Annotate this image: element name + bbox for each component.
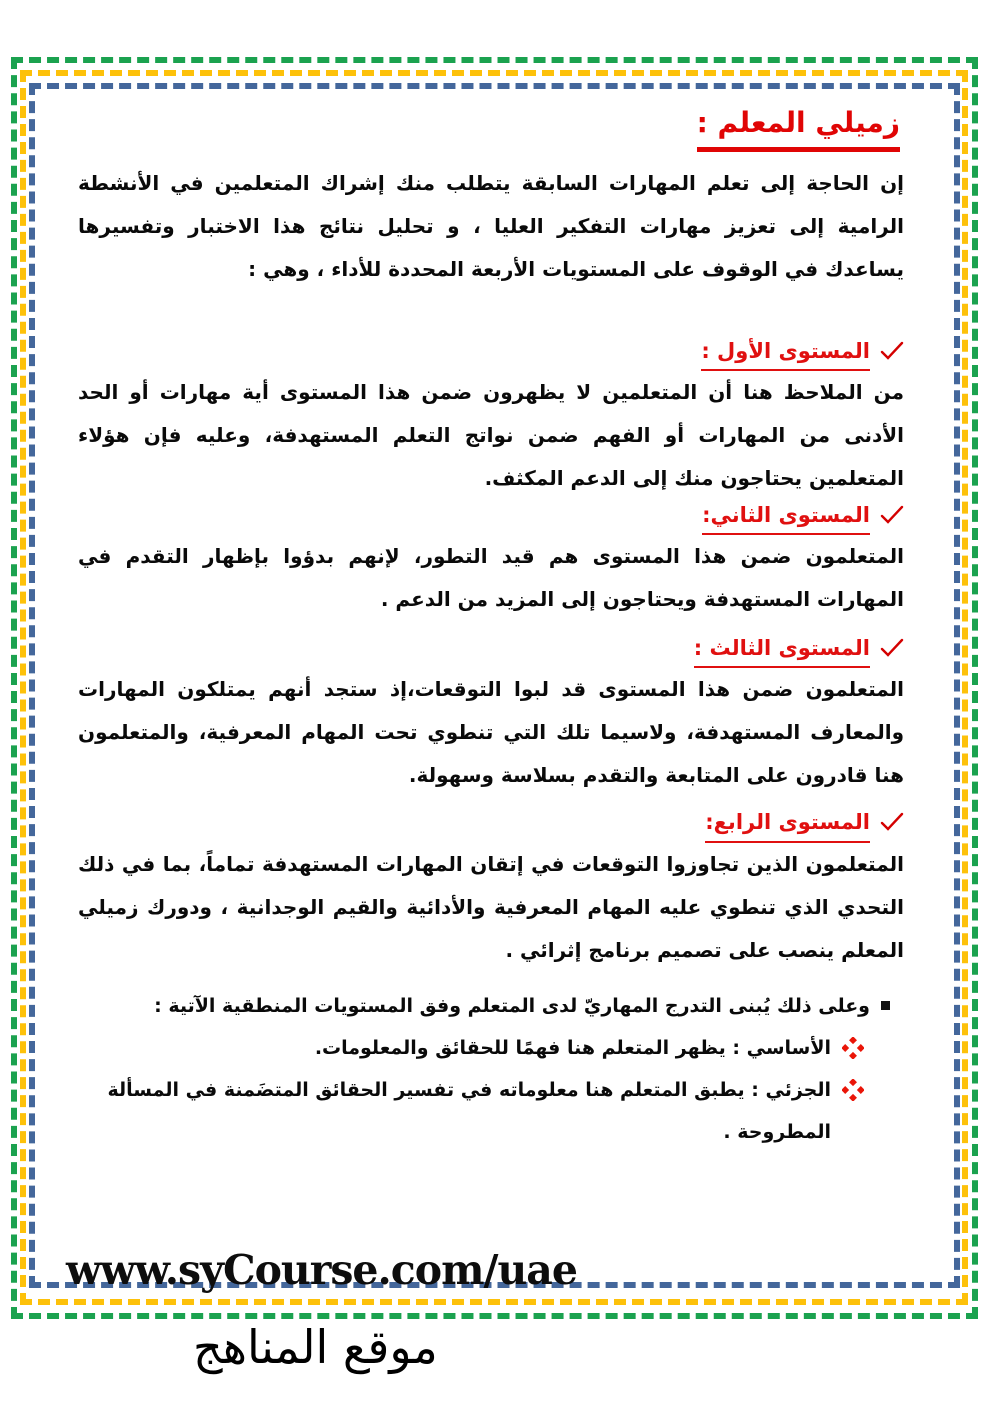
diamond-bullet-icon xyxy=(842,1079,864,1101)
level-1-heading-row xyxy=(78,338,904,371)
note-item-text: الأساسي : يظهر المتعلم هنا فهمًا للحقائق والمعلومات. xyxy=(314,1036,831,1059)
level-4-heading-row xyxy=(78,809,904,842)
level-1-paragraph: من الملاحظ هنا أن المتعلمين لا يظهرون ضمن هذا المستوى أية مهارات أو الحد الأدنى من المهارات أو الفهم ضمن نواتج التعلم المستهدفة، وعليه فإن هؤلاء المتعلمين يحتاجون منك إلى الدعم المكثف. xyxy=(78,379,904,490)
note-item-row xyxy=(78,1027,904,1069)
check-icon xyxy=(880,812,904,832)
level-3-heading-row xyxy=(78,635,904,668)
check-icon xyxy=(880,341,904,361)
notes-section xyxy=(78,985,904,1153)
level-2-heading-row xyxy=(78,502,904,535)
check-icon xyxy=(880,638,904,658)
level-3-paragraph: المتعلمون ضمن هذا المستوى قد لبوا التوقعات،إذ ستجد أنهم يمتلكون المهارات والمعارف المستهدفة، ولاسيما تلك التي تنطوي تحت المهام المعرفية، والمتعلمون هنا قادرون على المتابعة والتقدم بسلاسة وسهولة. xyxy=(78,677,904,788)
notes-lead-text: وعلى ذلك يُبنى التدرج المهاريّ لدى المتعلم وفق المستويات المنطقية الآتية : xyxy=(154,994,870,1017)
notes-lead-row xyxy=(78,985,904,1027)
note-item-row xyxy=(78,1069,904,1153)
title-row xyxy=(78,106,900,152)
square-bullet-icon xyxy=(881,1001,890,1010)
level-4-section xyxy=(78,809,904,971)
level-4-paragraph: المتعلمون الذين تجاوزوا التوقعات في إتقان المهارات المستهدفة تماماً، بما في ذلك التحدي الذي تنطوي عليه المهام المعرفية والأدائية والقيم الوجدانية ، ودورك زميلي المعلم ينصب على تصميم برنامج إثرائي . xyxy=(78,851,904,962)
level-1-section xyxy=(78,338,904,500)
check-icon xyxy=(880,505,904,525)
level-2-section xyxy=(78,502,904,621)
level-2-heading: المستوى الثاني: xyxy=(702,502,870,535)
level-3-heading: المستوى الثالث : xyxy=(694,635,870,668)
intro-paragraph: إن الحاجة إلى تعلم المهارات السابقة يتطلب منك إشراك المتعلمين في الأنشطة الرامية إلى تعزيز مهارات التفكير العليا ، و تحليل نتائج هذا الاختبار وتفسيرها يساعدك في الوقوف على المستويات الأربعة المحددة للأداء ، وهي : xyxy=(78,170,904,281)
document-body xyxy=(78,106,904,1153)
site-footer-text: موقع المناهج xyxy=(193,1320,438,1374)
page-title: زميلي المعلم : xyxy=(697,106,900,152)
level-1-heading: المستوى الأول : xyxy=(701,338,870,371)
diamond-bullet-icon xyxy=(842,1037,864,1059)
level-2-paragraph: المتعلمون ضمن هذا المستوى هم قيد التطور، لإنهم بدؤوا بإظهار التقدم في المهارات المستهدفة ويحتاجون إلى المزيد من الدعم . xyxy=(78,544,904,612)
level-3-section xyxy=(78,635,904,797)
level-4-heading: المستوى الرابع: xyxy=(705,809,870,842)
watermark-url: www.syCourse.com/uae xyxy=(66,1246,577,1294)
note-item-text: الجزئي : يطبق المتعلم هنا معلوماته في تفسير الحقائق المتضَمنة في المسألة المطروحة . xyxy=(107,1078,831,1143)
